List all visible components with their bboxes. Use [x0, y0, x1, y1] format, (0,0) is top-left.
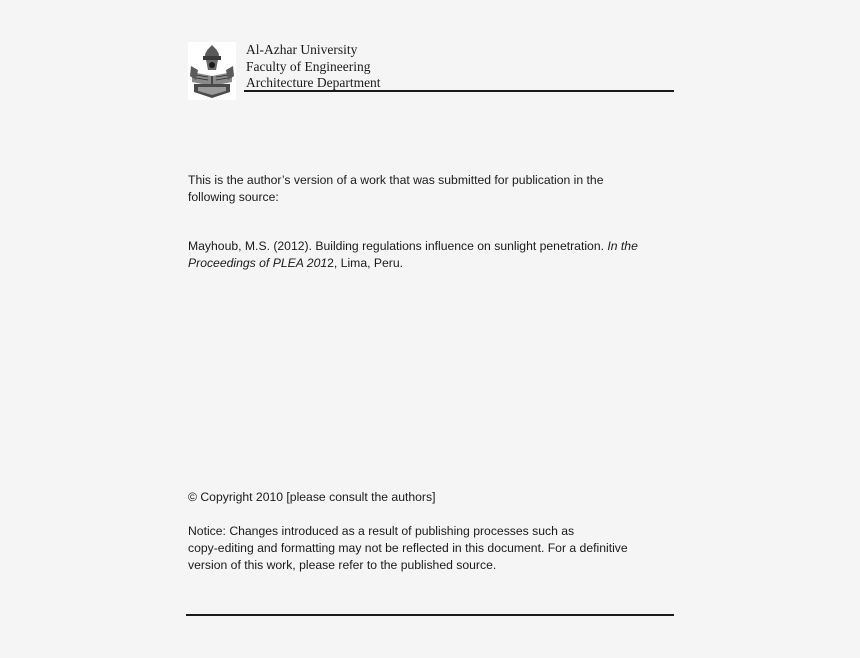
citation-italic-proceedings: Proceedings of PLEA 201	[188, 255, 328, 270]
notice-line-2: copy-editing and formatting may not be reflected in this document. For a definitive	[188, 540, 628, 555]
university-name: Al-Azhar University	[246, 42, 358, 57]
copyright-notice	[188, 489, 668, 506]
institution-header	[246, 42, 381, 92]
intro-line-1: This is the author’s version of a work that was submitted for publication in the	[188, 173, 604, 187]
faculty-name: Faculty of Engineering	[246, 58, 371, 74]
notice-line-1: Notice: Changes introduced as a result of publishing processes such as	[188, 524, 575, 538]
citation-main: Mayhoub, M.S. (2012). Building regulations influence on sunlight penetration.	[188, 239, 608, 253]
citation-paragraph	[188, 238, 668, 272]
publishing-notice	[188, 523, 668, 573]
citation-italic-in-the: In the	[607, 239, 638, 253]
department-name: Architecture Department	[246, 75, 381, 90]
header-divider	[244, 90, 674, 92]
citation-location: 2, Lima, Peru.	[327, 255, 403, 270]
al-azhar-emblem-icon	[188, 42, 236, 100]
intro-line-2: following source:	[188, 189, 279, 204]
copyright-line: © Copyright 2010 [please consult the authors]	[188, 490, 436, 504]
intro-paragraph	[188, 172, 668, 206]
notice-line-3: version of this work, please refer to the published source.	[188, 557, 497, 572]
footer-divider	[186, 614, 674, 616]
